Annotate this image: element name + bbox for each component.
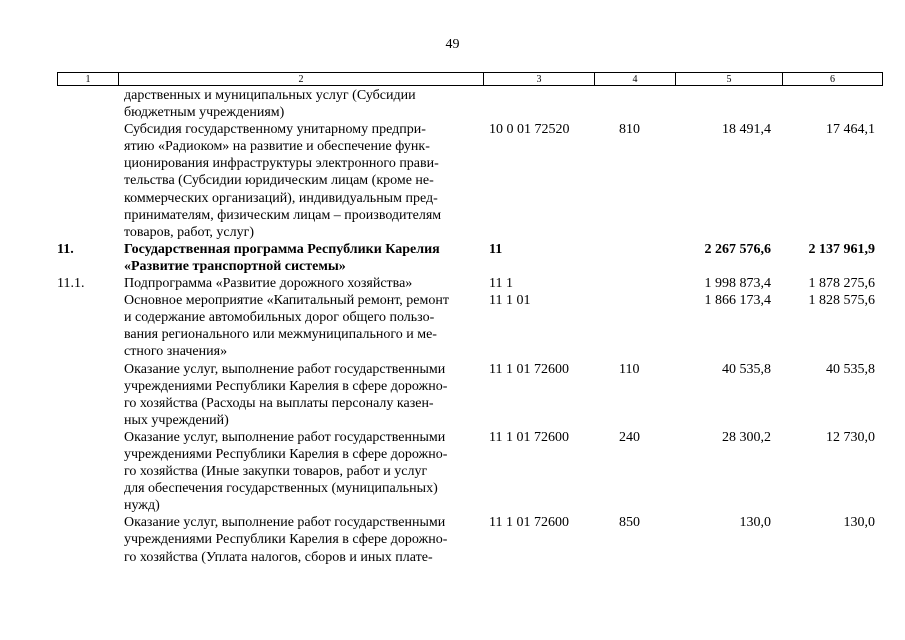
amount-2019: 1 866 173,4 (704, 293, 771, 309)
description-line: для обеспечения государственных (муниципальных) (124, 481, 438, 497)
page-number: 49 (445, 37, 460, 52)
budget-code: 10 0 01 72520 (489, 122, 570, 138)
table-row (57, 241, 882, 275)
budget-code: 11 1 01 (489, 293, 531, 309)
description-line: нужд) (124, 498, 160, 514)
amount-2019: 2 267 576,6 (704, 241, 771, 257)
description-line: учреждениями Республики Карелия в сфере дорожно- (124, 378, 448, 394)
column-header-5: 5 (676, 73, 783, 86)
expense-type: 850 (619, 515, 640, 531)
description-line: учреждениями Республики Карелия в сфере дорожно- (124, 532, 448, 548)
table-row (57, 121, 882, 241)
amount-2019: 130,0 (739, 515, 771, 531)
amount-2019: 28 300,2 (722, 429, 771, 445)
budget-code: 11 1 01 72600 (489, 429, 569, 445)
amount-2020: 1 828 575,6 (808, 293, 875, 309)
table-row (57, 514, 882, 565)
table-row (57, 292, 882, 360)
row-description (124, 429, 484, 514)
budget-code: 11 1 (489, 276, 513, 292)
row-description (124, 87, 484, 121)
table-row (57, 361, 882, 429)
description-line: ных учреждений) (124, 412, 229, 428)
table-row (57, 275, 882, 292)
row-description (124, 361, 484, 429)
budget-code: 11 1 01 72600 (489, 515, 569, 531)
description-line: Государственная программа Республики Карелия (124, 241, 440, 257)
row-number: 11. (57, 241, 74, 257)
amount-2019: 18 491,4 (722, 122, 771, 138)
description-line: коммерческих организаций), индивидуальным пред- (124, 190, 438, 206)
budget-code: 11 (489, 241, 503, 257)
column-header-3: 3 (484, 73, 595, 86)
budget-table-body (57, 87, 882, 566)
description-line: принимателям, физическим лицам – производителям (124, 207, 442, 223)
amount-2019: 1 998 873,4 (704, 276, 771, 292)
description-line: «Развитие транспортной системы» (124, 258, 346, 274)
column-header-2: 2 (119, 73, 484, 86)
amount-2020: 130,0 (843, 515, 875, 531)
row-description (124, 241, 484, 275)
description-line: вания регионального или межмуниципального и ме- (124, 327, 437, 343)
amount-2020: 12 730,0 (826, 429, 875, 445)
description-line: ятию «Радиоком» на развитие и обеспечение функ- (124, 139, 430, 155)
description-line: Оказание услуг, выполнение работ государственными (124, 429, 446, 445)
description-line: товаров, работ, услуг) (124, 224, 255, 240)
column-header-6: 6 (783, 73, 883, 86)
budget-code: 11 1 01 72600 (489, 361, 569, 377)
amount-2020: 17 464,1 (826, 122, 875, 138)
description-line: Подпрограмма «Развитие дорожного хозяйства» (124, 276, 413, 292)
row-description (124, 514, 484, 565)
description-line: ционирования инфраструктуры электронного прави- (124, 156, 439, 172)
row-description (124, 292, 484, 360)
description-line: Оказание услуг, выполнение работ государственными (124, 361, 446, 377)
row-description (124, 121, 484, 241)
table-row (57, 87, 882, 121)
description-line: го хозяйства (Расходы на выплаты персоналу казен- (124, 395, 434, 411)
description-line: Субсидия государственному унитарному предпри- (124, 122, 426, 138)
amount-2020: 40 535,8 (826, 361, 875, 377)
description-line: го хозяйства (Уплата налогов, сборов и иных плате- (124, 549, 433, 565)
description-line: дарственных и муниципальных услуг (Субсидии (124, 88, 416, 103)
amount-2019: 40 535,8 (722, 361, 771, 377)
column-header-row (57, 72, 883, 86)
description-line: стного значения» (124, 344, 228, 360)
amount-2020: 2 137 961,9 (808, 241, 875, 257)
column-header-4: 4 (595, 73, 676, 86)
row-description (124, 275, 484, 292)
table-row (57, 429, 882, 514)
expense-type: 240 (619, 429, 640, 445)
description-line: Основное мероприятие «Капитальный ремонт, ремонт (124, 293, 449, 309)
expense-type: 110 (619, 361, 640, 377)
amount-2020: 1 878 275,6 (808, 276, 875, 292)
description-line: тельства (Субсидии юридическим лицам (кроме не- (124, 173, 434, 189)
description-line: бюджетным учреждениям) (124, 105, 285, 121)
expense-type: 810 (619, 122, 640, 138)
description-line: Оказание услуг, выполнение работ государственными (124, 515, 446, 531)
column-header-1: 1 (58, 73, 119, 86)
description-line: и содержание автомобильных дорог общего пользо- (124, 310, 435, 326)
description-line: го хозяйства (Иные закупки товаров, работ и услуг (124, 464, 428, 480)
row-number: 11.1. (57, 276, 85, 292)
description-line: учреждениями Республики Карелия в сфере дорожно- (124, 446, 448, 462)
